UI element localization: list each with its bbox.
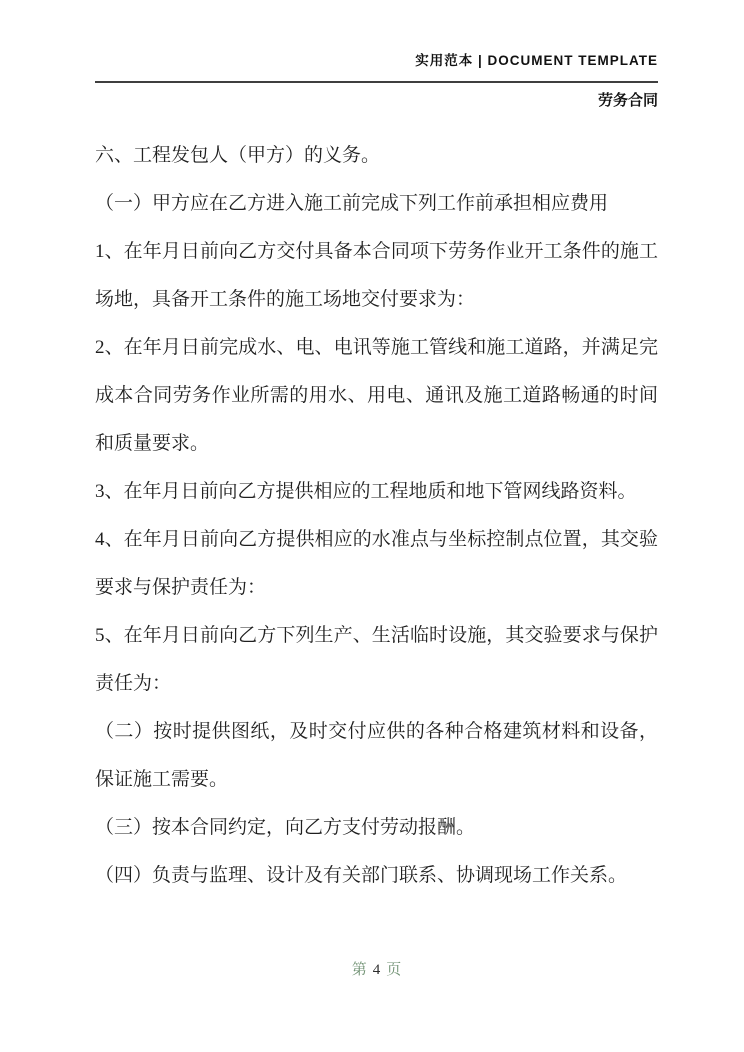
paragraph: 5、在年月日前向乙方下列生产、生活临时设施，其交验要求与保护责任为： <box>95 625 658 694</box>
page-content <box>95 0 658 900</box>
header-brand: 实用范本 | DOCUMENT TEMPLATE <box>415 53 658 68</box>
page-footer <box>95 957 658 983</box>
paragraph: 3、在年月日前向乙方提供相应的工程地质和地下管网线路资料。 <box>95 481 637 502</box>
page-number-suffix: 页 <box>386 962 402 978</box>
page-header <box>95 0 658 111</box>
paragraph: （二）按时提供图纸，及时交付应供的各种合格建筑材料和设备，保证施工需要。 <box>95 721 658 790</box>
page-number-prefix: 第 <box>351 962 367 978</box>
paragraph: （四）负责与监理、设计及有关部门联系、协调现场工作关系。 <box>95 865 628 886</box>
paragraph: 2、在年月日前完成水、电、电讯等施工管线和施工道路，并满足完成本合同劳务作业所需的用水、用电、通讯及施工道路畅通的时间和质量要求。 <box>95 337 658 454</box>
header-divider <box>95 81 658 83</box>
document-body <box>95 132 658 900</box>
header-doc-title: 劳务合同 <box>597 92 658 109</box>
paragraph: （一）甲方应在乙方进入施工前完成下列工作前承担相应费用 <box>95 193 609 214</box>
paragraph: 六、工程发包人（甲方）的义务。 <box>95 145 381 166</box>
paragraph: 1、在年月日前向乙方交付具备本合同项下劳务作业开工条件的施工场地，具备开工条件的施工场地交付要求为： <box>95 241 658 310</box>
paragraph: 4、在年月日前向乙方提供相应的水准点与坐标控制点位置，其交验要求与保护责任为： <box>95 529 658 598</box>
paragraph: （三）按本合同约定，向乙方支付劳动报酬。 <box>95 817 476 838</box>
page-number: 4 <box>372 962 381 978</box>
